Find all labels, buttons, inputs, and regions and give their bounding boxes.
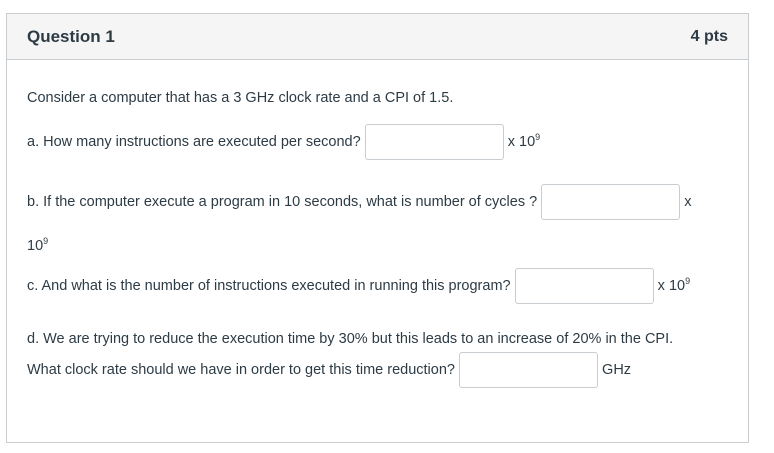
part-d-answer-input[interactable] — [459, 352, 598, 388]
question-header — [7, 14, 748, 60]
part-a-unit: x $10^9$ — [507, 132, 541, 150]
part-b — [27, 184, 692, 220]
part-a-answer-input[interactable] — [365, 124, 504, 160]
question-points: 4 pts — [690, 27, 728, 45]
part-b-unit-line2: $10^9$ — [27, 236, 49, 254]
question-intro: Consider a computer that has a 3 GHz clock rate and a CPI of 1.5. — [27, 90, 454, 106]
part-d-text-line2: What clock rate should we have in order to get this time reduction? — [27, 361, 455, 378]
part-a-text: a. How many instructions are executed per second? — [27, 133, 361, 150]
part-b-text: b. If the computer execute a program in 10 seconds, what is number of cycles ? — [27, 193, 538, 210]
part-d-unit: GHz — [602, 361, 632, 378]
part-d-text-line1: d. We are trying to reduce the execution time by 30% but this leads to an increase of 20% in the CPI. — [27, 331, 674, 347]
part-d — [27, 352, 631, 388]
part-c-answer-input[interactable] — [515, 268, 654, 304]
part-b-answer-input[interactable] — [541, 184, 680, 220]
question-title: Question 1 — [27, 26, 115, 46]
part-c — [27, 268, 690, 304]
question-card — [6, 13, 749, 443]
part-a — [27, 124, 540, 160]
part-b-unit-x: x — [684, 193, 692, 210]
part-c-text: c. And what is the number of instructions executed in running this program? — [27, 277, 511, 294]
part-c-unit: x $10^9$ — [657, 276, 691, 294]
